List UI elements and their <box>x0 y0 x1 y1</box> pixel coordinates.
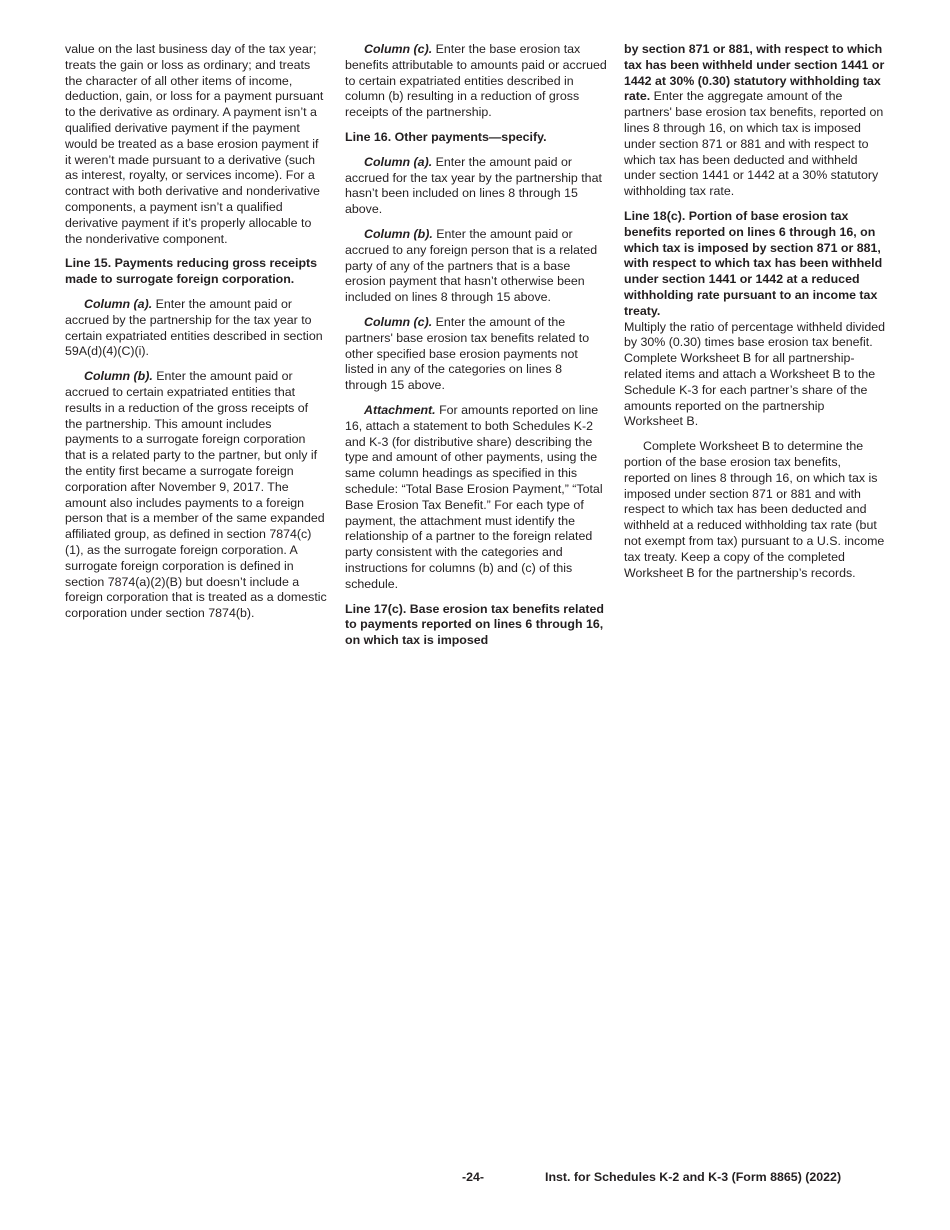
document-title: Inst. for Schedules K-2 and K-3 (Form 8865) (2022) <box>545 1170 842 1184</box>
text-column-b: Enter the amount paid or accrued to any foreign person that is a related party of any of the partners that is a base erosion payment that hasn’t otherwise been included on lines 8 through 15 above. <box>345 226 598 305</box>
paragraph-attachment <box>345 403 607 593</box>
column-left <box>65 42 327 631</box>
column-right <box>624 42 886 590</box>
text-column-b: Enter the amount paid or accrued to certain expatriated entities that results in a reduction of the gross receipts of the partnership. This amount includes payments to a surrogate foreign corporation that is a related party to the partner, but only if the entity first became a surrogate foreign corporation after November 9, 2017. The amount also includes payments to a foreign person that is a member of the same expanded affiliated group, as defined in section 7874(c)(1), as the surrogate foreign corporation. A surrogate foreign corporation is defined in section 7874(a)(2)(B) but doesn’t include a foreign corporation that is treated as a domestic corporation under section 7874(b). <box>65 369 327 621</box>
lead-column-c: Column (c). <box>364 314 433 329</box>
lead-column-b: Column (b). <box>84 369 153 384</box>
text-column-a: Enter the amount paid or accrued by the partnership for the tax year to certain expatriated entities described in section 59A(d)(4)(C)(i). <box>65 296 323 359</box>
text-column-a: Enter the amount paid or accrued for the tax year by the partnership that hasn’t been included on lines 8 through 15 above. <box>345 154 602 217</box>
page-footer <box>0 1170 950 1186</box>
lead-column-a: Column (a). <box>84 296 153 311</box>
paragraph-line15-column-a <box>65 297 327 360</box>
paragraph-line18c: Multiply the ratio of percentage withheld divided by 30% (0.30) times base erosion tax benefit. Complete Worksheet B for all partnership-related items and attach a Worksheet B to the Schedule K-3 for each partner’s share of the amounts reported on the partnership Worksheet B. <box>624 319 886 429</box>
heading-line-15: Line 15. Payments reducing gross receipts made to surrogate foreign corporation. <box>65 256 318 287</box>
text-attachment: For amounts reported on line 16, attach a statement to both Schedules K-2 and K-3 (for distributive share) describing the type and amount of other payments, using the same column headings as specified in this schedule: “Total Base Erosion Payment,” “Total Base Erosion Tax Benefit.” For each type of payment, the attachment must identify the relationship of a partner to the foreign related party consistent with the categories and instructions for columns (b) and (c) of this schedule. <box>345 402 603 591</box>
heading-line-18c: Line 18(c). Portion of base erosion tax benefits reported on lines 6 through 16, on which tax is imposed by section 871 or 881, with respect to which tax has been withheld under section 1441 or 1442 at a reduced withholding rate pursuant to an income tax treaty. <box>624 208 883 318</box>
lead-column-a: Column (a). <box>364 154 433 169</box>
heading-line-17c-continued: by section 871 or 881, with respect to which tax has been withheld under section 1441 or 1442 at 30% (0.30) statutory withholding tax rate. <box>624 42 885 104</box>
page-number: -24- <box>462 1170 485 1184</box>
paragraph-line15-column-c <box>345 42 607 121</box>
paragraph-line16-column-c <box>345 315 607 394</box>
paragraph-line16-column-a <box>345 155 607 218</box>
lead-column-b: Column (b). <box>364 226 433 241</box>
text-column-c: Enter the amount of the partners' base erosion tax benefits related to other specified base erosion payments not listed in any of the categories on lines 8 through 15 above. <box>345 314 590 393</box>
column-middle <box>345 42 607 658</box>
paragraph-line16-column-b <box>345 227 607 306</box>
paragraph-qualified-derivative: value on the last business day of the tax year; treats the gain or loss as ordinary; and treats the character of all other items of income, deduction, gain, or loss for a payment pursuant to the derivative as ordinary. A payment isn’t a qualified derivative payment if the payment would be treated as a base erosion payment if it weren’t made pursuant to a derivative (such as interest, royalty, or services income). For a contract with both derivative and nonderivative components, a payment isn’t a qualified derivative payment if it’s properly allocable to the nonderivative component. <box>65 42 324 246</box>
paragraph-line15-column-b <box>65 369 327 622</box>
lead-attachment: Attachment. <box>364 402 436 417</box>
lead-column-c: Column (c). <box>364 42 433 56</box>
heading-line-16: Line 16. Other payments—specify. <box>345 129 547 144</box>
paragraph-worksheet-b: Complete Worksheet B to determine the portion of the base erosion tax benefits, reported on lines 8 through 16, on which tax is imposed under section 871 or 881 and with respect to which tax has been deducted and withheld at a reduced withholding tax rate (but not exempt from tax) pursuant to a U.S. income tax treaty. Keep a copy of the completed Worksheet B for the partnership’s records. <box>624 439 885 580</box>
heading-line-17c: Line 17(c). Base erosion tax benefits related to payments reported on lines 6 through 16, on which tax is imposed <box>345 601 604 648</box>
paragraph-line17c <box>624 42 886 200</box>
text-line17c: Enter the aggregate amount of the partners' base erosion tax benefits, reported on lines 8 through 16, on which tax is imposed under section 871 or 881 and with respect to which tax has been deducted and withheld under section 1441 or 1442 at a 30% statutory withholding tax rate. <box>624 89 884 199</box>
text-column-c: Enter the base erosion tax benefits attributable to amounts paid or accrued to certain expatriated entities described in column (b) resulting in a reduction of gross receipts of the partnership. <box>345 42 607 120</box>
